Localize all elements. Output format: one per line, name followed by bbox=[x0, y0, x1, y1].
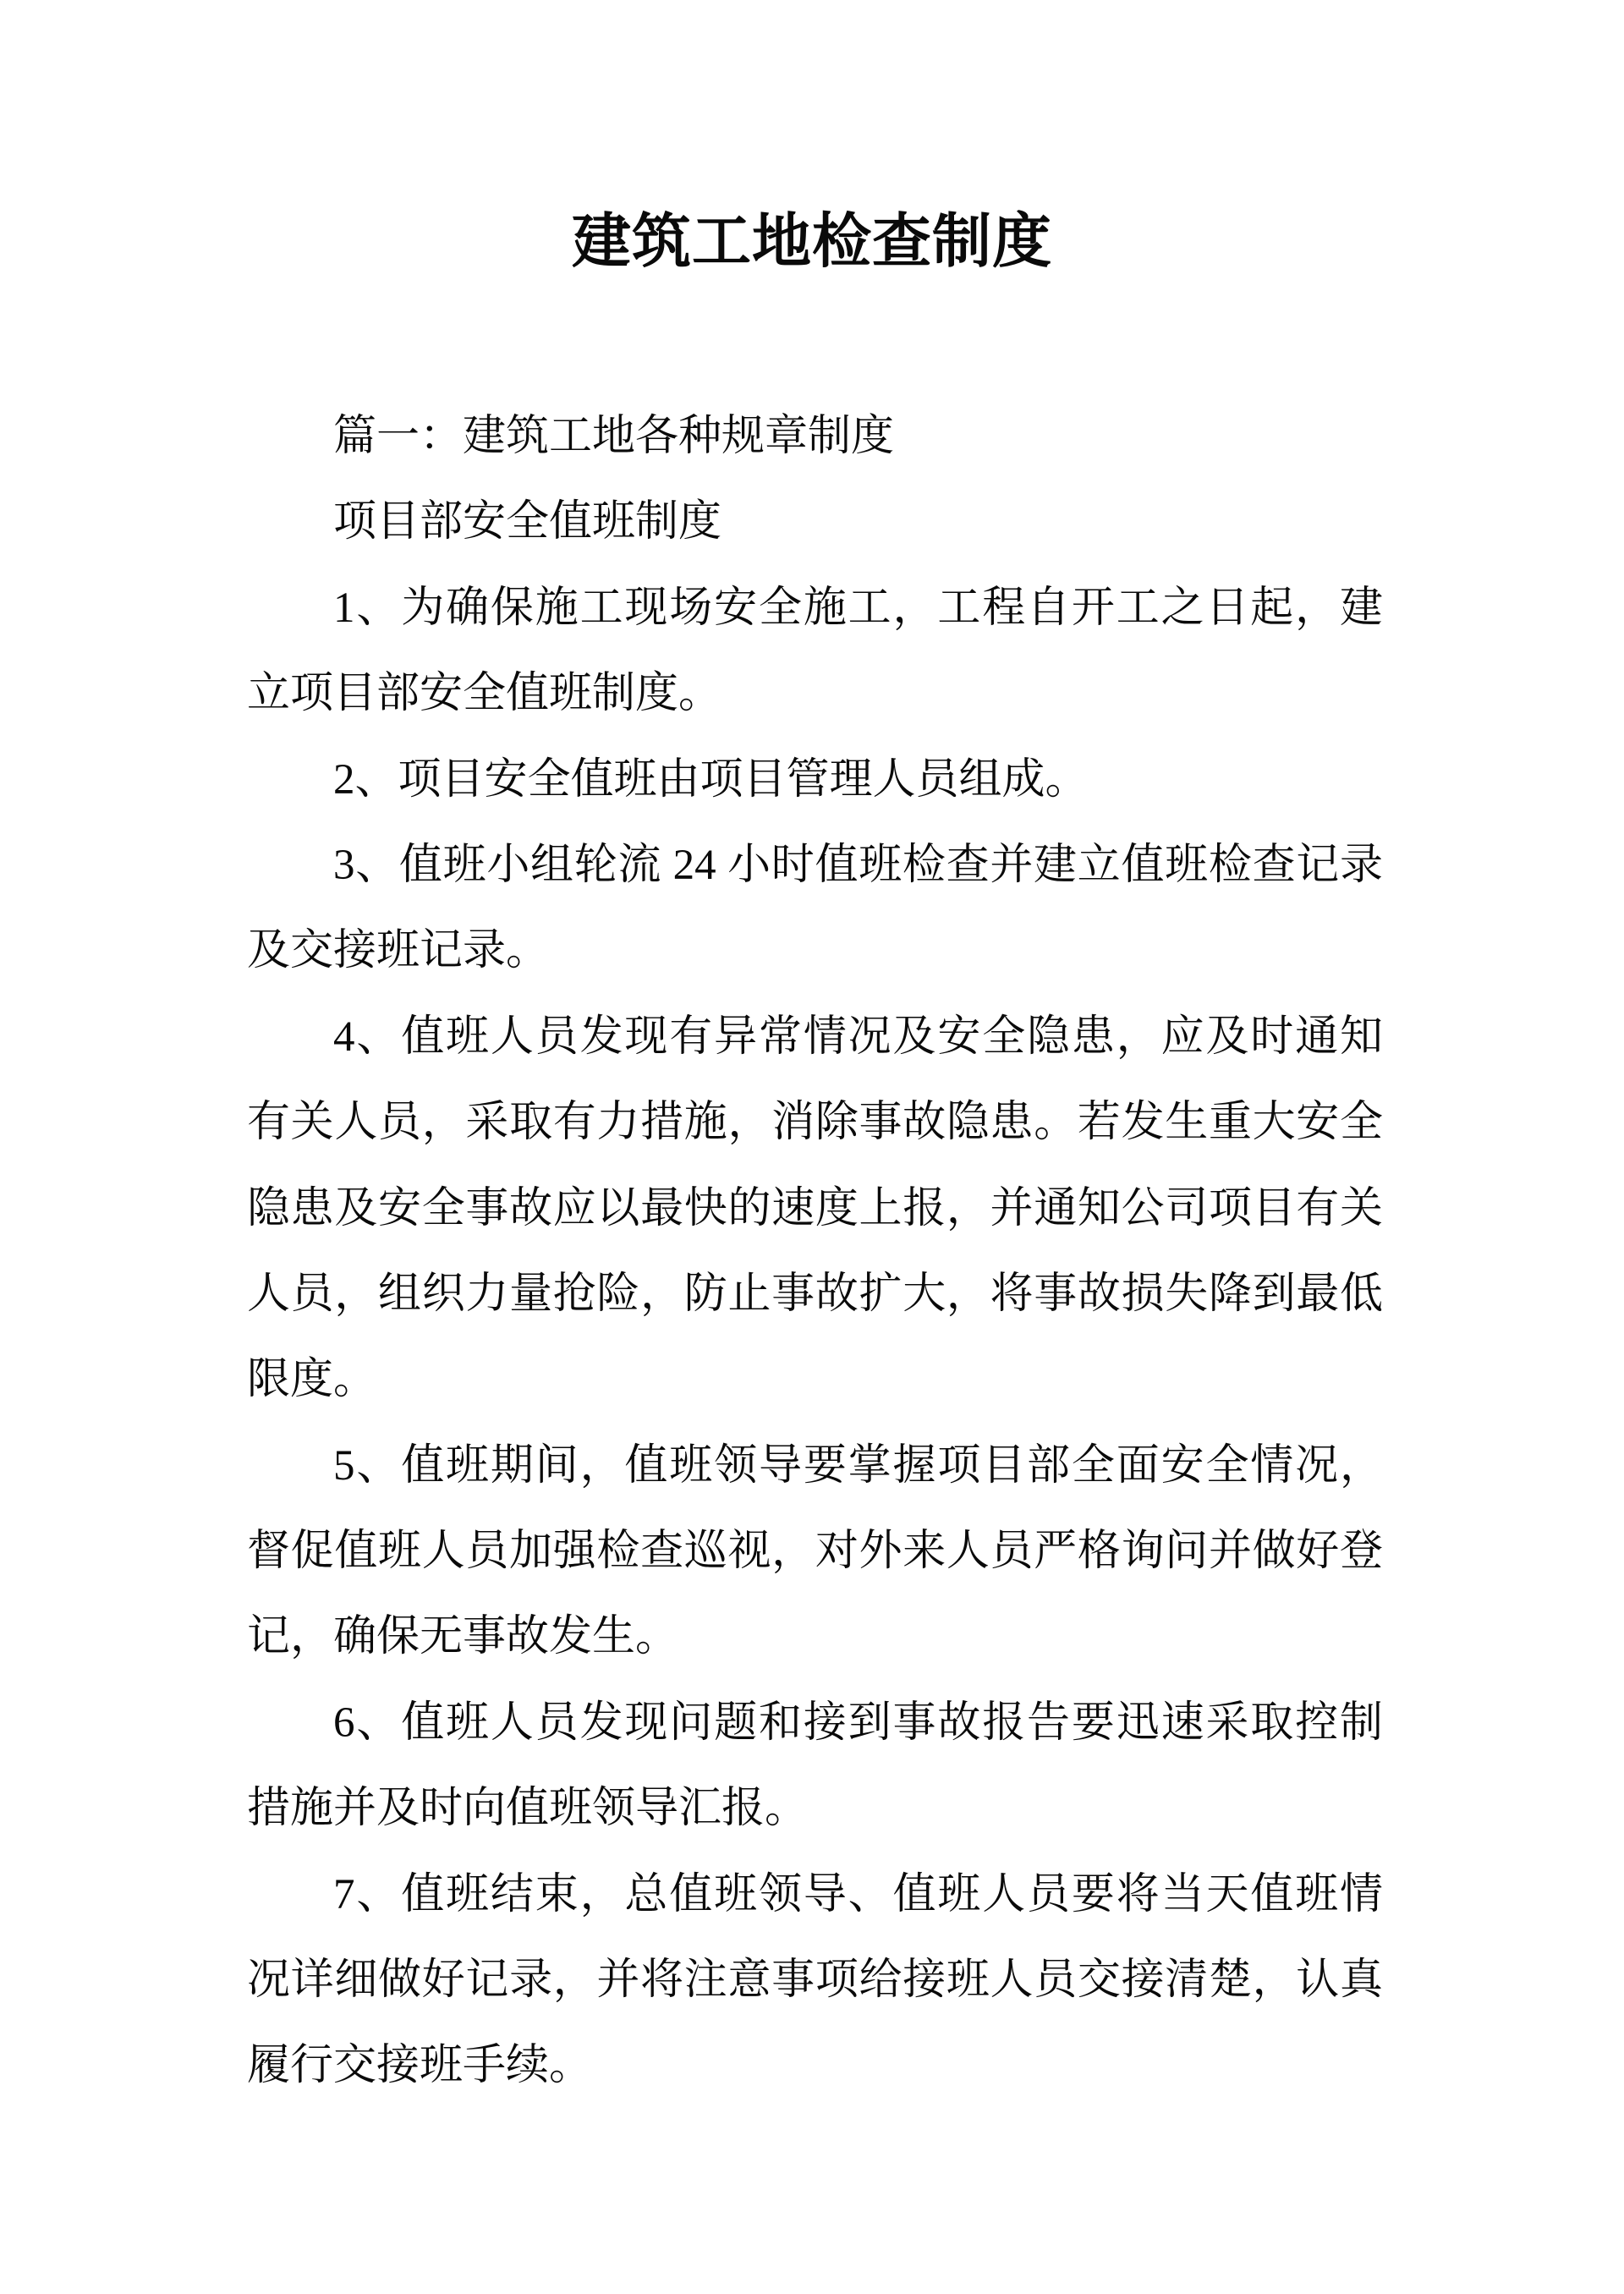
paragraph-line: 隐患及安全事故应以最快的速度上报，并通知公司项目有关 bbox=[247, 1184, 1383, 1232]
paragraph-line: 7、值班结束，总值班领导、值班人员要将当天值班情 bbox=[333, 1870, 1383, 1918]
rule-item-2 bbox=[247, 738, 1383, 823]
paragraph-line: 限度。 bbox=[247, 1356, 377, 1404]
paragraph-line: 措施并及时向值班领导汇报。 bbox=[247, 1785, 809, 1833]
paragraph-line: 立项目部安全值班制度。 bbox=[247, 670, 722, 718]
paragraph-line: 及交接班记录。 bbox=[247, 927, 550, 975]
rule-item-4 bbox=[247, 995, 1383, 1424]
section-heading bbox=[247, 394, 1383, 480]
paragraph-line: 履行交接班手续。 bbox=[247, 2042, 593, 2090]
rule-item-5 bbox=[247, 1424, 1383, 1681]
document-title: 建筑工地检查制度 bbox=[572, 210, 1052, 275]
rule-item-7 bbox=[247, 1852, 1383, 2110]
paragraph-line: 记，确保无事故发生。 bbox=[247, 1613, 679, 1661]
paragraph-line: 有关人员，采取有力措施，消除事故隐患。若发生重大安全 bbox=[247, 1099, 1383, 1147]
document-body bbox=[247, 394, 1383, 2110]
rule-item-6 bbox=[247, 1681, 1383, 1852]
paragraph-line: 督促值班人员加强检查巡视，对外来人员严格询问并做好登 bbox=[247, 1528, 1383, 1576]
paragraph-line: 5、值班期间，值班领导要掌握项目部全面安全情况， bbox=[333, 1441, 1383, 1490]
paragraph-line: 4、值班人员发现有异常情况及安全隐患，应及时通知 bbox=[333, 1013, 1383, 1061]
paragraph-line: 况详细做好记录，并将注意事项给接班人员交接清楚，认真 bbox=[247, 1956, 1383, 2005]
paragraph-line: 2、项目安全值班由项目管理人员组成。 bbox=[333, 755, 1089, 804]
subsection-heading bbox=[247, 480, 1383, 565]
paragraph-line: 篇一：建筑工地各种规章制度 bbox=[333, 413, 895, 460]
rule-item-1 bbox=[247, 566, 1383, 738]
paragraph-line: 6、值班人员发现问题和接到事故报告要迅速采取控制 bbox=[333, 1699, 1383, 1747]
paragraph-line: 人员，组织力量抢险，防止事故扩大，将事故损失降到最低 bbox=[247, 1270, 1383, 1318]
rule-item-3 bbox=[247, 823, 1383, 995]
paragraph-line: 3、值班小组轮流 24 小时值班检查并建立值班检查记录 bbox=[333, 841, 1383, 889]
paragraph-line: 1、为确保施工现场安全施工，工程自开工之日起，建 bbox=[333, 584, 1383, 632]
paragraph-line: 项目部安全值班制度 bbox=[333, 498, 722, 546]
